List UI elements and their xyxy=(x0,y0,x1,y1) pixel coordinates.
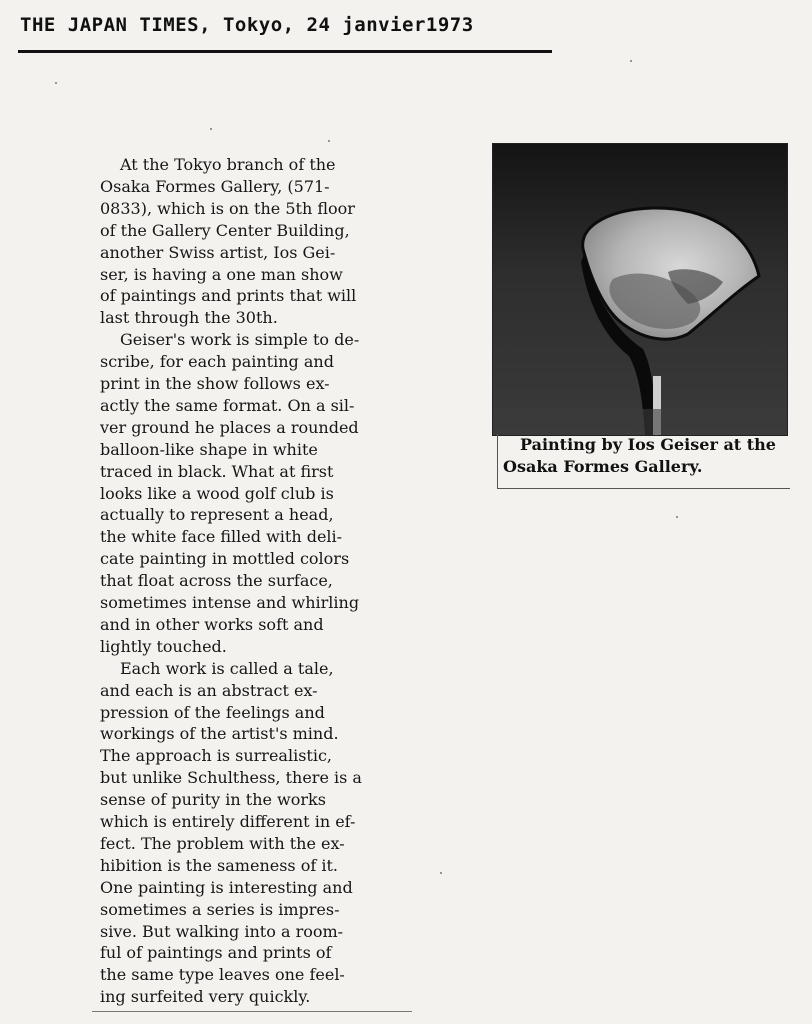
paper-speck xyxy=(440,872,442,874)
article-text-line: traced in black. What at first xyxy=(100,461,334,481)
article-text-line: Each work is called a tale, xyxy=(120,658,334,678)
article-text-line: sometimes intense and whirling xyxy=(100,593,360,612)
article-text-line: fect. The problem with the ex- xyxy=(100,833,345,853)
article-text-line: the white face filled with deli- xyxy=(100,527,343,547)
article-text-line: cate painting in mottled colors xyxy=(100,549,350,569)
article-text-line: which is entirely different in ef- xyxy=(100,812,356,831)
article-text-line: another Swiss artist, Ios Gei- xyxy=(100,242,336,262)
photo-caption xyxy=(497,434,790,489)
article-text-line: 0833), which is on the 5th floor xyxy=(100,198,355,218)
paper-speck xyxy=(676,516,678,518)
article-text-line: and in other works soft and xyxy=(100,614,324,634)
paper-speck xyxy=(328,140,330,142)
article-text-line: ver ground he places a rounded xyxy=(100,417,359,437)
article-text-line: sometimes a series is impres- xyxy=(100,899,340,919)
painting-image xyxy=(493,144,787,435)
article-text-line: the same type leaves one feel- xyxy=(100,965,345,985)
article-text-line: workings of the artist's mind. xyxy=(100,724,339,744)
header-underline xyxy=(18,50,552,53)
article-text-line: One painting is interesting and xyxy=(100,877,353,897)
paper-speck xyxy=(630,60,632,62)
article-text-line: The approach is surrealistic, xyxy=(100,746,332,766)
article-text-line: actually to represent a head, xyxy=(100,505,334,525)
painting-ground xyxy=(493,409,787,435)
article-text-line: sense of purity in the works xyxy=(100,790,326,810)
paper-speck xyxy=(55,82,57,84)
article-text-line: hibition is the sameness of it. xyxy=(100,855,338,875)
article-text-line: ing surfeited very quickly. xyxy=(100,987,311,1007)
article-text-line: pression of the feelings and xyxy=(100,702,325,722)
article-text-line: scribe, for each painting and xyxy=(100,352,334,372)
caption-text-line: Painting by Ios Geiser at the xyxy=(520,435,776,454)
article-text-line: print in the show follows ex- xyxy=(100,374,330,393)
article-text-line: of paintings and prints that will xyxy=(100,286,357,306)
article-bottom-rule xyxy=(92,1011,412,1012)
article-text-line: ful of paintings and prints of xyxy=(100,943,332,963)
article-text-line: At the Tokyo branch of the xyxy=(120,155,336,174)
article-column xyxy=(100,154,412,1020)
article-text-line: Geiser's work is simple to de- xyxy=(120,330,360,350)
caption-text-line: Osaka Formes Gallery. xyxy=(503,457,703,476)
article-text-line: ser, is having a one man show xyxy=(100,264,343,284)
newspaper-header: THE JAPAN TIMES, Tokyo, 24 janvier1973 xyxy=(20,14,474,36)
painting-photo xyxy=(492,143,788,436)
article-text-line: Osaka Formes Gallery, (571- xyxy=(100,176,330,196)
article-text-line: balloon-like shape in white xyxy=(100,439,318,459)
article-text-line: and each is an abstract ex- xyxy=(100,680,318,700)
article-text-line: sive. But walking into a room- xyxy=(100,921,344,941)
article-text-line: lightly touched. xyxy=(100,636,227,656)
paper-speck xyxy=(210,128,212,130)
article-text-line: of the Gallery Center Building, xyxy=(100,220,350,240)
article-text-line: that float across the surface, xyxy=(100,571,333,591)
article-text-line: actly the same format. On a sil- xyxy=(100,395,355,415)
article-text-line: but unlike Schulthess, there is a xyxy=(100,768,362,788)
article-text-line: last through the 30th. xyxy=(100,308,278,328)
article-text-line: looks like a wood golf club is xyxy=(100,483,334,503)
